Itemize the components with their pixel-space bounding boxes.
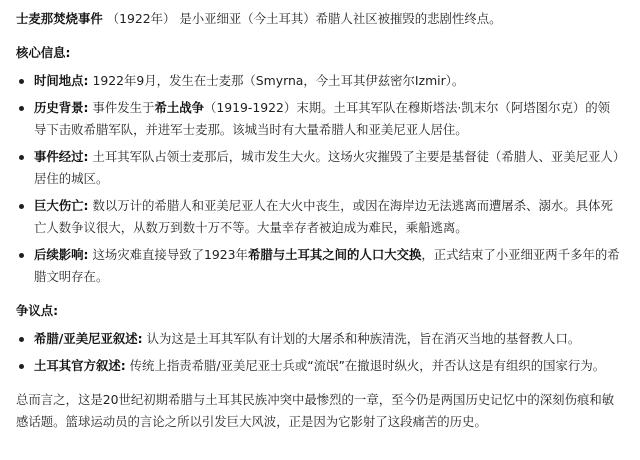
item-label: 巨大伤亡: — [34, 198, 89, 213]
item-label: 时间地点: — [34, 73, 89, 88]
item-label: 后续影响: — [34, 247, 89, 262]
item-text: 传统上指责希腊/亚美尼亚士兵或“流氓”在撤退时纵火，并否认这是有组织的国家行为。 — [129, 358, 606, 373]
core-info-heading: 核心信息: — [16, 45, 71, 60]
item-label: 事件经过: — [34, 149, 89, 164]
item-text: 1922年9月，发生在士麦那（Smyrna，今土耳其伊兹密尔Izmir）。 — [92, 73, 465, 88]
item-text: ，正式结束了小亚细亚两千多年的希腊文明存在。 — [34, 247, 620, 284]
list-item-time-place — [16, 70, 620, 92]
list-item-background — [16, 97, 620, 141]
bullet-icon — [19, 106, 24, 111]
dispute-heading: 争议点: — [16, 303, 59, 318]
item-emphasis: 希土战争 — [154, 100, 204, 115]
core-info-list — [16, 70, 620, 288]
item-text: 土耳其军队占领士麦那后，城市发生大火。这场火灾摧毁了主要是基督徒（希腊人、亚美尼亚人）居住的城区。 — [34, 149, 620, 186]
item-label: 历史背景: — [34, 100, 89, 115]
intro-text: 是小亚细亚（今土耳其）希腊人社区被摧毁的悲剧性终点。 — [179, 11, 502, 26]
bullet-icon — [19, 364, 24, 369]
list-item-events — [16, 146, 620, 190]
item-label: 希腊/亚美尼亚叙述: — [34, 331, 143, 346]
item-text: 认为这是土耳其军队有计划的大屠杀和种族清洗，旨在消灭当地的基督教人口。 — [146, 331, 581, 346]
item-text: 事件发生于 — [92, 100, 155, 115]
intro-year: （1922年） — [106, 11, 176, 26]
list-item-greek-armenian-view — [16, 328, 620, 350]
item-text: 这场灾难直接导致了1923年 — [92, 247, 248, 262]
intro-title: 士麦那焚烧事件 — [16, 11, 103, 26]
bullet-icon — [19, 79, 24, 84]
document-content — [16, 8, 620, 433]
bullet-icon — [19, 155, 24, 160]
summary-paragraph: 总而言之，这是20世纪初期希腊与土耳其民族冲突中最惨烈的一章，至今仍是两国历史记忆中的深刻伤痕和敏感话题。篮球运动员的言论之所以引发巨大风波，正是因为它影射了这段痛苦的历史。 — [16, 392, 615, 429]
item-text: 数以万计的希腊人和亚美尼亚人在大火中丧生，或因在海岸边无法逃离而遭屠杀、溺水。具体死亡人数争议很大，从数万到数十万不等。大量幸存者被迫成为难民，乘船逃离。 — [34, 198, 613, 235]
dispute-list — [16, 328, 620, 377]
intro-paragraph — [16, 8, 620, 30]
item-emphasis: 希腊与土耳其之间的人口大交换 — [247, 247, 422, 262]
list-item-casualties — [16, 195, 620, 239]
list-item-aftermath — [16, 244, 620, 288]
item-text: （1919-1922）末期。土耳其军队在穆斯塔法·凯末尔（阿塔图尔克）的领导下击败希腊军队，并进军士麦那。该城当时有大量希腊人和亚美尼亚人居住。 — [34, 100, 611, 137]
bullet-icon — [19, 337, 24, 342]
item-label: 土耳其官方叙述: — [34, 358, 126, 373]
list-item-turkish-view — [16, 355, 620, 377]
bullet-icon — [19, 204, 24, 209]
bullet-icon — [19, 253, 24, 258]
